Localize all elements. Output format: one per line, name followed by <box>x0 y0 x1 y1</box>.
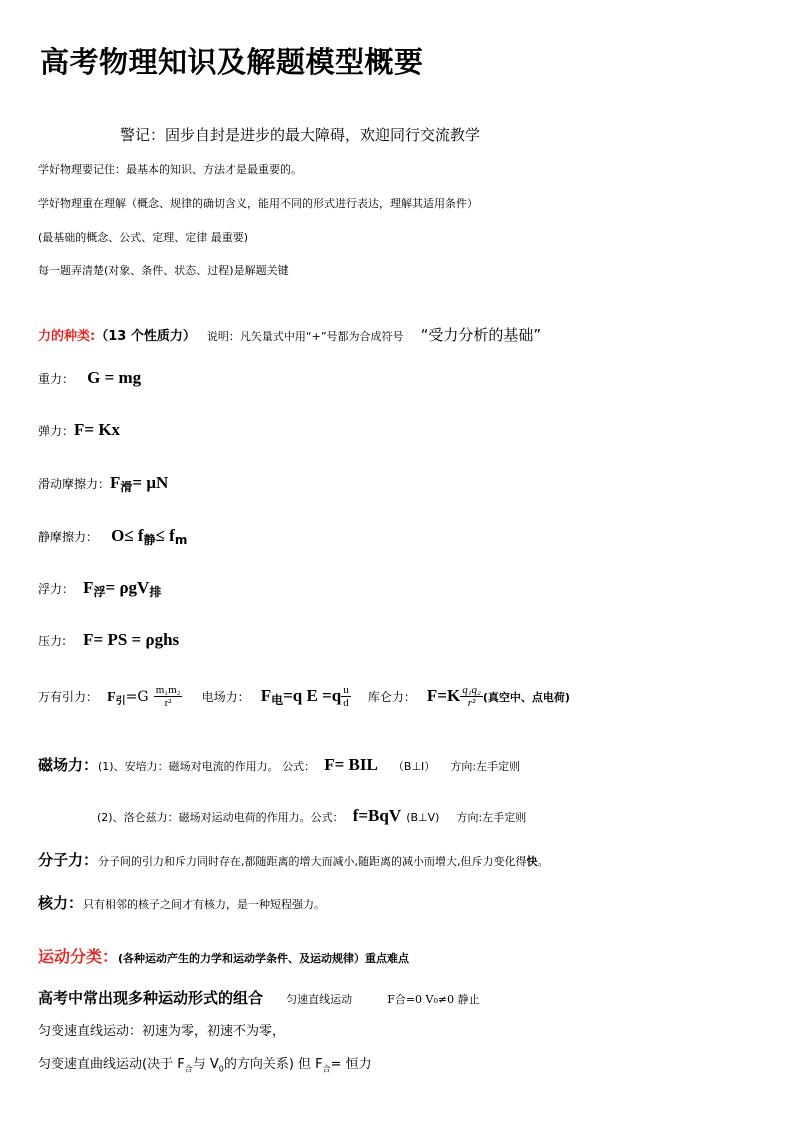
forces-heading: 力的种类: <box>38 329 96 344</box>
motion-line-2-a: 匀变速直曲线运动(决于 F <box>38 1057 185 1072</box>
lorentz-condition: (B⊥V) <box>406 811 440 824</box>
forces-subheading: （13 个性质力） <box>95 329 196 344</box>
molecular-heading: 分子力： <box>38 851 99 869</box>
buoyancy-sub-pai: 排 <box>149 585 162 599</box>
sliding-sub: 滑 <box>120 480 133 494</box>
electric-denominator: d <box>343 697 349 710</box>
gravitation-eq: =G <box>125 689 149 706</box>
uniform-motion: 匀速直线运动 <box>286 993 353 1006</box>
page-title: 高考物理知识及解题模型概要 <box>40 45 424 79</box>
molecular-text: 分子间的引力和斥力同时存在,都随距离的增大而减小,随距离的减小而增大,但斥力变化得 <box>98 855 527 868</box>
electric-fraction <box>341 684 351 709</box>
forces-note: 说明：凡矢量式中用“+”号都为合成符号 <box>206 330 404 343</box>
motion-subheading: (各种运动产生的力学和运动学条件、及运动规律）重点难点 <box>118 952 410 965</box>
static-sub-m: m <box>174 533 188 547</box>
ampere-rule: 方向:左手定则 <box>450 760 521 773</box>
motion-combo-row <box>38 987 480 1008</box>
forces-heading-row <box>38 324 541 345</box>
static-friction-row <box>38 526 187 548</box>
intro-line-3: (最基础的概念、公式、定理、定律 最重要) <box>38 231 249 244</box>
coulomb-label: 库仑力： <box>367 690 416 705</box>
uniform-condition: F合=0 V₀≠0 静止 <box>387 993 480 1006</box>
coulomb-numerator: q₁q₂ <box>462 684 481 696</box>
motion-heading-row <box>38 944 409 967</box>
motion-line-2-sub3: 合 <box>322 1064 331 1074</box>
elastic-formula: F= Kx <box>74 420 121 439</box>
lorentz-rule: 方向:左手定则 <box>456 811 527 824</box>
motion-line-2-c: 的方向关系) 但 F <box>223 1057 323 1072</box>
coulomb-fraction <box>460 684 483 709</box>
motion-combo-heading: 高考中常出现多种运动形式的组合 <box>38 989 264 1007</box>
static-sub: 静 <box>143 533 156 547</box>
lorentz-label: (2)、洛仑兹力：磁场对运动电荷的作用力。公式： <box>97 811 344 824</box>
electric-sub: 电 <box>271 693 284 708</box>
intro-line-2: 学好物理重在理解（概念、规律的确切含义，能用不同的形式进行表达，理解其适用条件） <box>38 197 478 210</box>
gravitation-numerator: m₁m₂ <box>155 684 181 696</box>
gravity-row <box>38 368 141 388</box>
field-forces-row <box>38 684 570 709</box>
electric-label: 电场力： <box>201 690 250 705</box>
motion-line-2-sub2: 0 <box>218 1064 224 1074</box>
pressure-row <box>38 630 179 650</box>
ampere-label: (1)、安培力：磁场对电流的作用力。 公式： <box>98 760 316 773</box>
magnetic-row-2 <box>97 806 526 826</box>
intro-line-1: 学好物理要记住：最基本的知识、方法才是最重要的。 <box>38 163 302 176</box>
electric-f: F <box>260 686 272 706</box>
gravitation-f: F <box>107 690 116 706</box>
intro-line-4: 每一题弄清楚(对象、条件、状态、过程)是解题关键 <box>38 264 289 277</box>
gravity-formula: G = mg <box>87 368 142 387</box>
buoyancy-label: 浮力： <box>38 582 75 596</box>
static-formula: ≤ f <box>155 526 175 545</box>
buoyancy-formula: = ρgV <box>105 578 150 597</box>
pressure-formula: F= PS = ρghs <box>83 630 180 649</box>
sliding-f: F <box>110 473 121 492</box>
motion-line-1: 匀变速直线运动：初速为零，初速不为零， <box>38 1024 286 1039</box>
motion-line-2-b: 与 V <box>192 1057 219 1072</box>
motion-line-2-d: = 恒力 <box>330 1057 372 1072</box>
forces-quote: “受力分析的基础” <box>420 326 542 344</box>
motion-heading: 运动分类： <box>38 947 119 966</box>
ampere-condition: （B⊥I） <box>392 760 436 773</box>
coulomb-denominator: r² <box>467 697 476 710</box>
molecular-row <box>38 849 549 870</box>
magnetic-row-1 <box>38 754 520 775</box>
gravitation-fraction <box>154 684 183 709</box>
gravitation-sub: 引 <box>115 696 126 708</box>
static-f: O≤ f <box>111 526 144 545</box>
motto: 警记：固步自封是进步的最大障碍，欢迎同行交流教学 <box>120 126 481 144</box>
gravitation-denominator: r² <box>164 697 172 710</box>
pressure-label: 压力: <box>38 634 67 648</box>
buoyancy-sub: 浮 <box>93 585 106 599</box>
nuclear-row <box>38 892 325 913</box>
electric-numerator: u <box>343 684 349 696</box>
gravitation-label: 万有引力： <box>38 690 99 705</box>
sliding-label: 滑动摩擦力： <box>38 477 111 491</box>
molecular-tail: 快 <box>526 855 538 868</box>
motion-line-2-sub: 合 <box>184 1064 193 1074</box>
lorentz-formula: f=BqV <box>352 806 402 825</box>
sliding-friction-row <box>38 473 168 495</box>
coulomb-condition: (真空中、点电荷) <box>482 691 570 705</box>
ampere-formula: F= BIL <box>324 755 378 774</box>
nuclear-heading: 核力： <box>38 894 84 912</box>
gravity-label: 重力： <box>38 372 75 386</box>
nuclear-text: 只有相邻的核子之间才有核力，是一种短程强力。 <box>83 898 326 911</box>
elastic-row <box>38 420 120 440</box>
buoyancy-row <box>38 578 161 600</box>
electric-formula: =q E =q <box>283 686 342 706</box>
coulomb-f: F=K <box>426 686 461 706</box>
elastic-label: 弹力： <box>38 424 75 438</box>
buoyancy-f: F <box>83 578 94 597</box>
molecular-end: 。 <box>537 855 549 868</box>
motion-line-2 <box>38 1053 372 1075</box>
static-label: 静摩擦力： <box>38 530 99 544</box>
sliding-formula: = μN <box>132 473 169 492</box>
magnetic-heading: 磁场力： <box>38 756 99 774</box>
